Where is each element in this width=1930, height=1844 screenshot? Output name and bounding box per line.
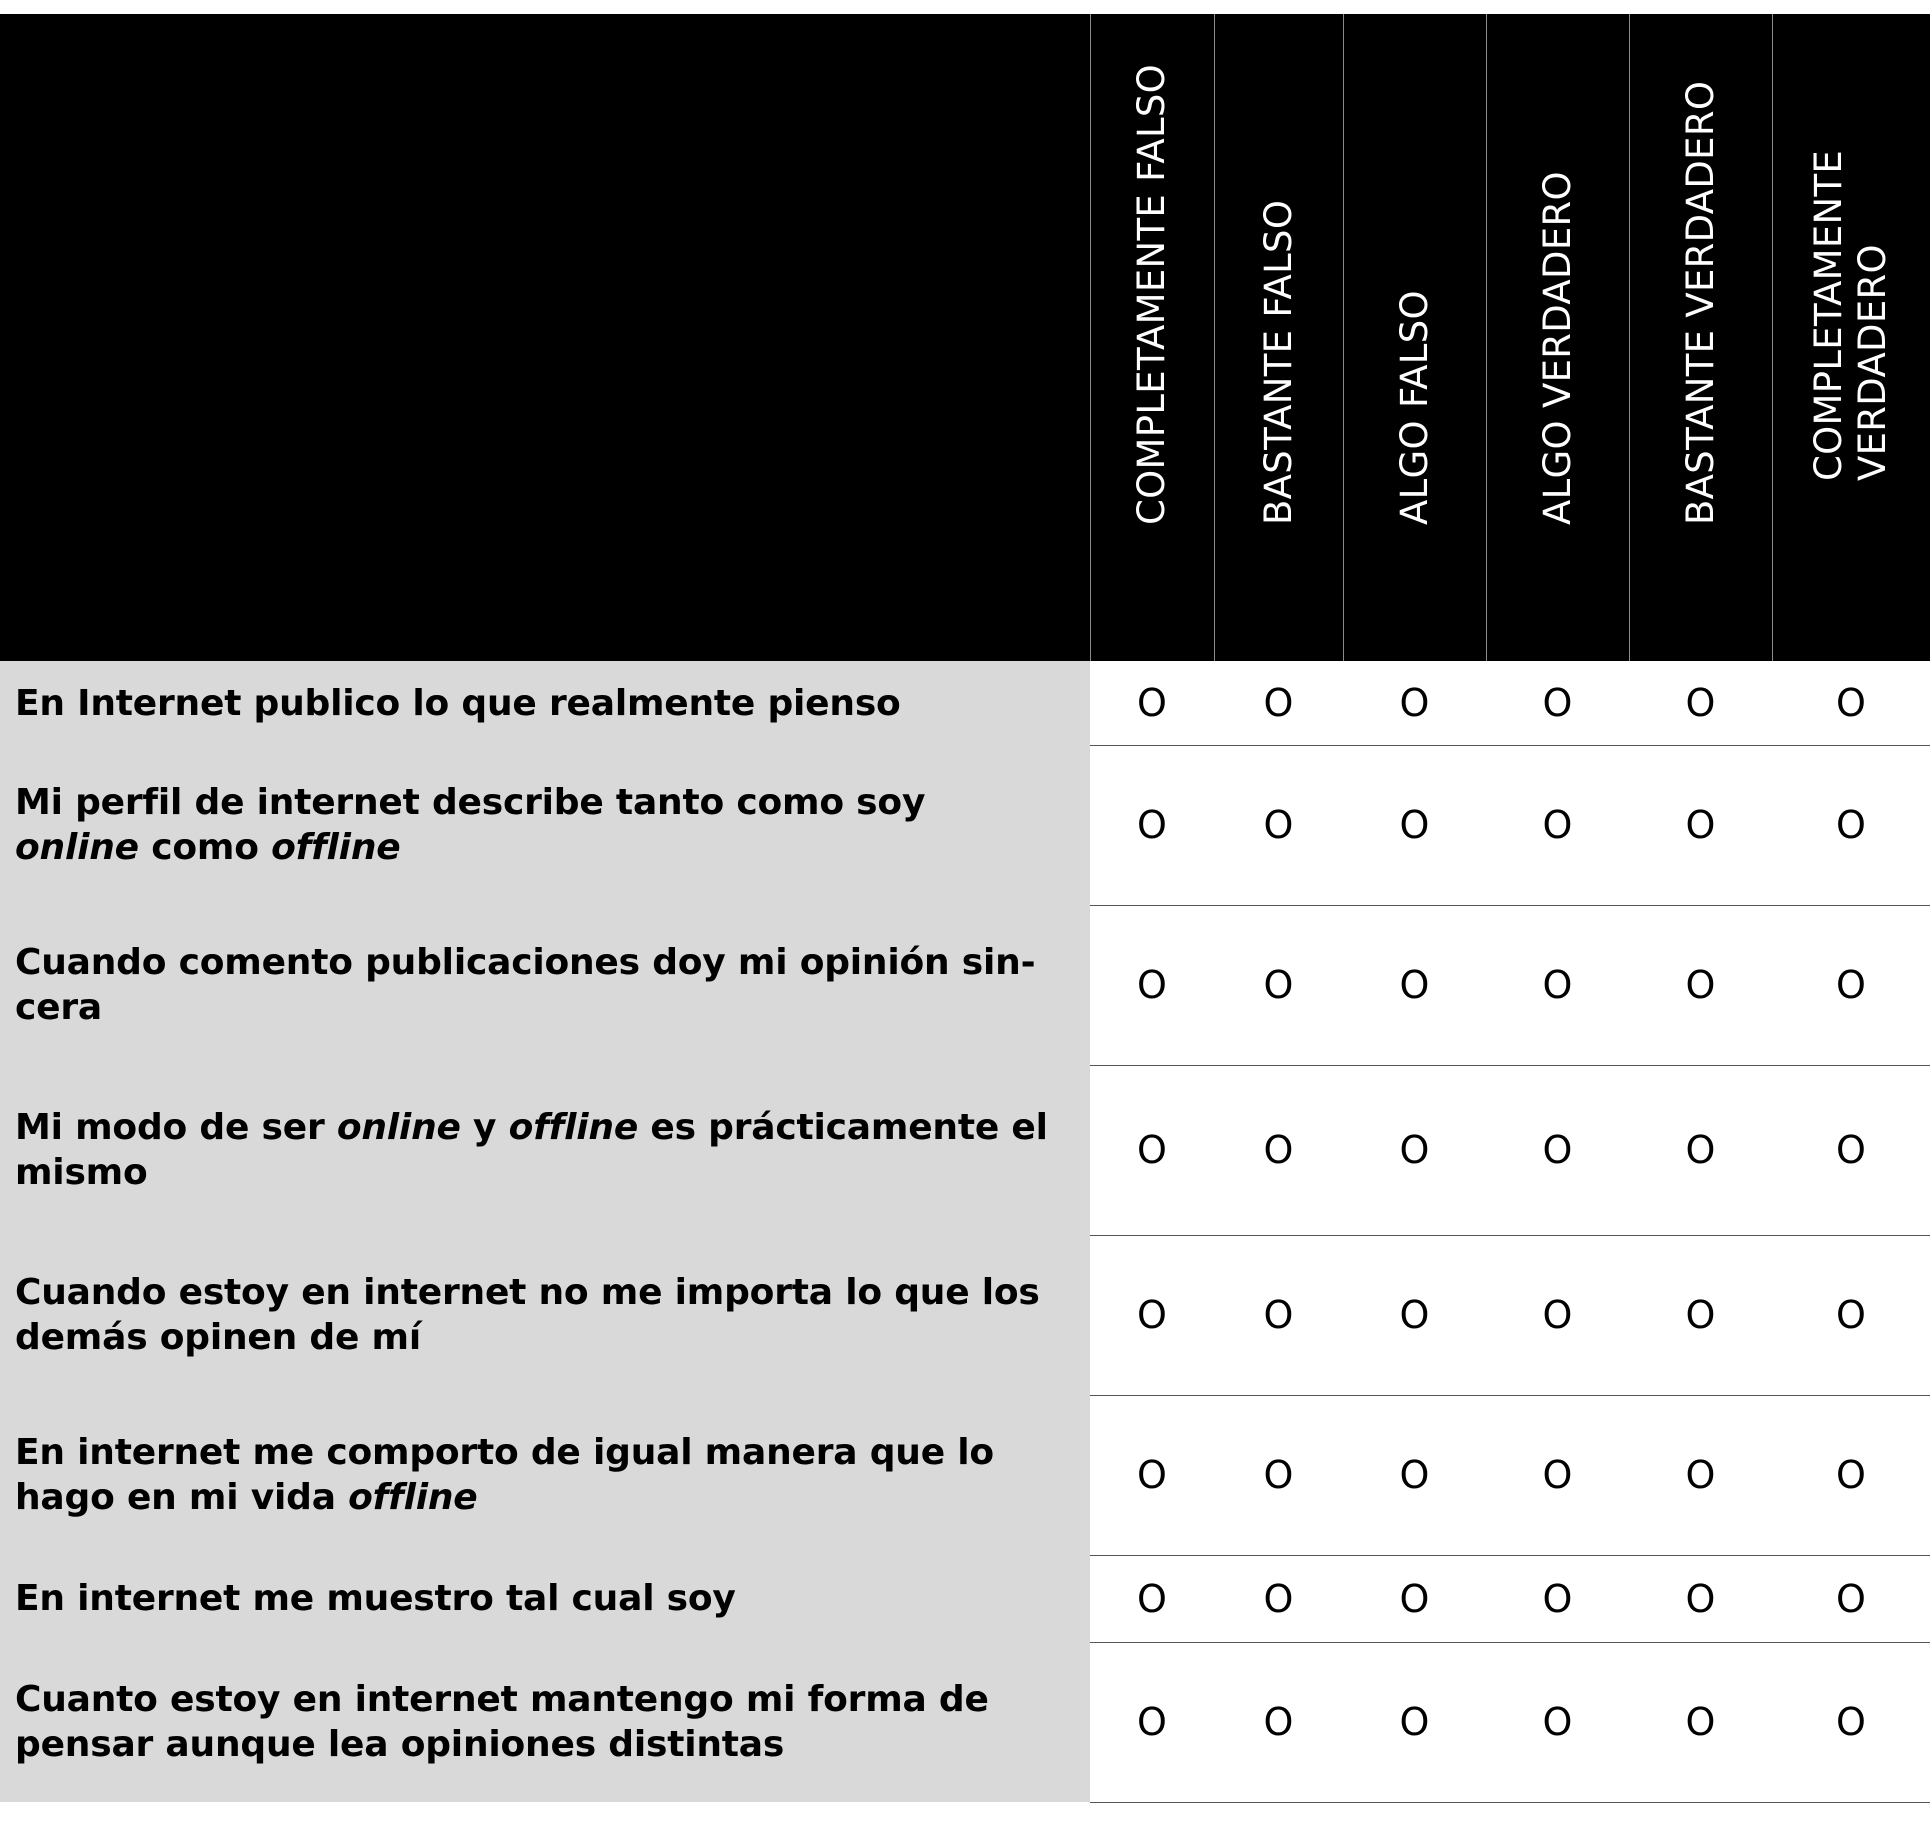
response-option-circle[interactable]: O: [1542, 803, 1573, 847]
response-option-circle[interactable]: O: [1685, 803, 1716, 847]
option-cell: [1486, 745, 1629, 905]
statement-text: [0, 905, 1090, 1065]
response-option-circle[interactable]: O: [1263, 1576, 1294, 1621]
option-cell: [1486, 905, 1629, 1065]
response-option-circle[interactable]: O: [1836, 1128, 1866, 1172]
response-option-circle[interactable]: O: [1836, 803, 1866, 847]
statement-text-italic: offline: [271, 827, 401, 868]
statement-text-part: En internet me comporto de igual manera que lo hago en mi vida: [15, 1432, 994, 1518]
statement-text-part: Mi modo de ser: [15, 1107, 337, 1148]
option-cell: [1343, 1065, 1486, 1235]
statement-text-part: como: [138, 827, 272, 868]
option-cell: [1486, 1395, 1629, 1555]
option-cell: [1214, 1642, 1343, 1802]
option-cell: [1772, 661, 1930, 745]
response-option-circle[interactable]: O: [1836, 1293, 1866, 1337]
response-option-circle[interactable]: O: [1542, 1293, 1573, 1337]
statement-text-part: En Internet publico lo que realmente pienso: [15, 682, 901, 724]
header-label: COMPLETAMENTE VERDADERO: [1807, 149, 1895, 481]
option-cell: [1343, 661, 1486, 745]
response-option-circle[interactable]: O: [1836, 680, 1866, 725]
response-option-circle[interactable]: O: [1137, 803, 1167, 847]
header-blank-cell: [0, 14, 1090, 661]
option-cell: [1486, 1235, 1629, 1395]
statement-text: [0, 745, 1090, 905]
option-cell: [1214, 661, 1343, 745]
statement-text-italic: offline: [348, 1477, 478, 1518]
response-option-circle[interactable]: O: [1263, 1293, 1294, 1337]
response-option-circle[interactable]: O: [1542, 1128, 1573, 1172]
response-option-circle[interactable]: O: [1542, 1453, 1573, 1497]
option-cell: [1090, 1235, 1214, 1395]
option-cell: [1214, 905, 1343, 1065]
statement-text: [0, 1395, 1090, 1555]
response-option-circle[interactable]: O: [1836, 1700, 1866, 1744]
statement-text-italic: online: [15, 827, 139, 868]
header-label: BASTANTE FALSO: [1256, 199, 1300, 525]
option-cell: [1214, 1065, 1343, 1235]
response-option-circle[interactable]: O: [1137, 1700, 1167, 1744]
response-option-circle[interactable]: O: [1685, 1576, 1716, 1621]
statement-text-part: Cuanto estoy en internet mantengo mi forma de pensar aunque lea opiniones distintas: [15, 1679, 989, 1765]
statement-text-part: Mi perfil de internet describe tanto como soy: [15, 782, 926, 823]
option-cell: [1629, 1235, 1772, 1395]
option-cell: [1486, 1555, 1629, 1642]
response-option-circle[interactable]: O: [1399, 680, 1430, 725]
response-option-circle[interactable]: O: [1542, 680, 1573, 725]
response-option-circle[interactable]: O: [1399, 963, 1430, 1007]
likert-scale-table: [0, 14, 1930, 1803]
statement-row: [0, 1642, 1930, 1802]
statement-rows: [0, 661, 1930, 1802]
response-option-circle[interactable]: O: [1399, 1576, 1430, 1621]
response-option-circle[interactable]: O: [1685, 1293, 1716, 1337]
option-cell: [1343, 1555, 1486, 1642]
option-cell: [1214, 1395, 1343, 1555]
option-cell: [1629, 1065, 1772, 1235]
option-cell: [1343, 1642, 1486, 1802]
response-option-circle[interactable]: O: [1263, 1453, 1294, 1497]
header-label: BASTANTE VERDADERO: [1678, 80, 1722, 525]
option-cell: [1214, 1235, 1343, 1395]
statement-text-part: Cuando comento publicaciones doy mi opinión sin-cera: [15, 942, 1036, 1028]
response-option-circle[interactable]: O: [1685, 1453, 1716, 1497]
option-cell: [1629, 661, 1772, 745]
option-cell: [1629, 1395, 1772, 1555]
response-option-circle[interactable]: O: [1399, 803, 1430, 847]
option-cell: [1090, 1642, 1214, 1802]
option-cell: [1629, 1642, 1772, 1802]
statement-row: [0, 1235, 1930, 1395]
response-option-circle[interactable]: O: [1137, 1293, 1167, 1337]
response-option-circle[interactable]: O: [1263, 803, 1294, 847]
statement-text: [0, 1065, 1090, 1235]
response-option-circle[interactable]: O: [1399, 1128, 1430, 1172]
statement-text: [0, 1235, 1090, 1395]
statement-row: [0, 905, 1930, 1065]
response-option-circle[interactable]: O: [1542, 963, 1573, 1007]
response-option-circle[interactable]: O: [1137, 1576, 1167, 1621]
option-cell: [1090, 905, 1214, 1065]
response-option-circle[interactable]: O: [1836, 1576, 1866, 1621]
header-algo-verdadero: [1486, 14, 1629, 661]
option-cell: [1772, 1642, 1930, 1802]
option-cell: [1214, 745, 1343, 905]
option-cell: [1486, 661, 1629, 745]
option-cell: [1343, 745, 1486, 905]
statement-text: [0, 661, 1090, 745]
response-option-circle[interactable]: O: [1137, 1453, 1167, 1497]
response-option-circle[interactable]: O: [1399, 1700, 1430, 1744]
statement-text-part: es prácticamente el mismo: [15, 1107, 1048, 1193]
response-option-circle[interactable]: O: [1685, 680, 1716, 725]
response-option-circle[interactable]: O: [1542, 1700, 1573, 1744]
response-option-circle[interactable]: O: [1836, 963, 1866, 1007]
statement-row: [0, 1555, 1930, 1642]
option-cell: [1772, 1235, 1930, 1395]
statement-row: [0, 745, 1930, 905]
option-cell: [1486, 1642, 1629, 1802]
response-option-circle[interactable]: O: [1836, 1453, 1866, 1497]
header-label: ALGO VERDADERO: [1535, 171, 1579, 525]
option-cell: [1343, 905, 1486, 1065]
option-cell: [1090, 1395, 1214, 1555]
response-option-circle[interactable]: O: [1399, 1453, 1430, 1497]
statement-text-part: En internet me muestro tal cual soy: [15, 1578, 736, 1619]
header-label: ALGO FALSO: [1392, 290, 1436, 525]
option-cell: [1772, 905, 1930, 1065]
option-cell: [1772, 1395, 1930, 1555]
option-cell: [1343, 1395, 1486, 1555]
statement-text-part: y: [460, 1107, 509, 1148]
option-cell: [1629, 905, 1772, 1065]
option-cell: [1772, 745, 1930, 905]
header-label: COMPLETAMENTE FALSO: [1130, 63, 1173, 525]
option-cell: [1343, 1235, 1486, 1395]
option-cell: [1629, 1555, 1772, 1642]
response-option-circle[interactable]: O: [1685, 1128, 1716, 1172]
response-option-circle[interactable]: O: [1263, 963, 1294, 1007]
response-option-circle[interactable]: O: [1263, 1700, 1294, 1744]
response-option-circle[interactable]: O: [1263, 680, 1294, 725]
statement-row: [0, 1395, 1930, 1555]
option-cell: [1214, 1555, 1343, 1642]
statement-row: [0, 661, 1930, 745]
header-bastante-falso: [1214, 14, 1343, 661]
response-option-circle[interactable]: O: [1137, 680, 1167, 725]
statement-text: [0, 1555, 1090, 1642]
option-cell: [1090, 661, 1214, 745]
statement-row: [0, 1065, 1930, 1235]
response-option-circle[interactable]: O: [1399, 1293, 1430, 1337]
statement-text-part: Cuando estoy en internet no me importa lo que los demás opinen de mí: [15, 1272, 1040, 1358]
header-row: [0, 14, 1930, 661]
statement-text-italic: online: [336, 1107, 461, 1148]
option-cell: [1772, 1065, 1930, 1235]
option-cell: [1090, 1065, 1214, 1235]
response-option-circle[interactable]: O: [1685, 1700, 1716, 1744]
response-option-circle[interactable]: O: [1542, 1576, 1573, 1621]
response-option-circle[interactable]: O: [1263, 1128, 1294, 1172]
header-bastante-verdadero: [1629, 14, 1772, 661]
response-option-circle[interactable]: O: [1137, 1128, 1167, 1172]
response-option-circle[interactable]: O: [1137, 963, 1167, 1007]
option-cell: [1772, 1555, 1930, 1642]
header-completamente-falso: [1090, 14, 1214, 661]
option-cell: [1090, 1555, 1214, 1642]
option-cell: [1486, 1065, 1629, 1235]
statement-text: [0, 1642, 1090, 1802]
header-completamente-verdadero: [1772, 14, 1930, 661]
questionnaire-sheet: [0, 14, 1930, 1803]
header-algo-falso: [1343, 14, 1486, 661]
option-cell: [1090, 745, 1214, 905]
option-cell: [1629, 745, 1772, 905]
statement-text-italic: offline: [508, 1107, 639, 1148]
response-option-circle[interactable]: O: [1685, 963, 1716, 1007]
